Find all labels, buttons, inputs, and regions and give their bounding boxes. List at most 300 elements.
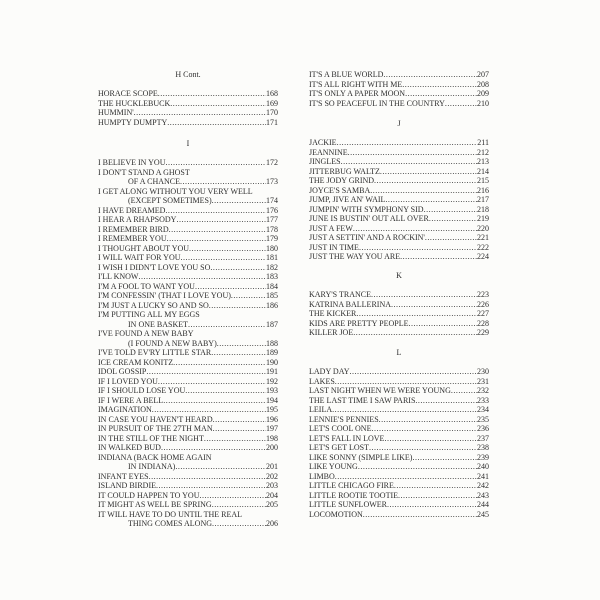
index-entry	[309, 309, 489, 319]
index-entry	[98, 491, 278, 501]
dot-leader	[185, 386, 266, 396]
index-entry-title: JUST IN TIME	[309, 242, 359, 252]
dot-leader	[429, 214, 477, 224]
index-entry-page: 208	[477, 79, 489, 89]
index-entry	[98, 424, 278, 434]
index-entry-title: IMAGINATION	[98, 405, 152, 414]
index-entry-page: 226	[477, 299, 489, 309]
index-entry-page: 177	[266, 215, 278, 224]
index-entry	[309, 80, 489, 90]
index-entry-page: 183	[266, 272, 278, 281]
index-entry-title: JUST THE WAY YOU ARE	[309, 252, 401, 261]
spacer	[309, 129, 489, 139]
spacer	[309, 281, 489, 291]
index-entry	[98, 386, 278, 396]
dot-leader	[149, 472, 266, 482]
index-entry	[309, 453, 489, 463]
dot-leader	[231, 291, 266, 301]
dot-leader	[356, 309, 477, 319]
index-entry-title: I WILL WAIT FOR YOU	[98, 253, 181, 262]
index-entry-title-cont: (EXCEPT SOMETIMES)	[128, 196, 212, 205]
dot-leader	[415, 396, 477, 406]
dot-leader	[158, 89, 266, 99]
index-entry	[98, 215, 278, 225]
index-entry-title: I GET ALONG WITHOUT YOU VERY WELL	[98, 186, 253, 196]
index-entry-title: I'VE FOUND A NEW BABY	[98, 329, 194, 338]
section-header: I	[186, 139, 190, 148]
index-entry	[98, 99, 278, 109]
index-entry	[98, 253, 278, 263]
dot-leader	[369, 443, 477, 453]
index-entry-title-cont: (I FOUND A NEW BABY)	[128, 338, 217, 348]
index-entry-title: JUST A SETTIN' AND A ROCKIN'	[309, 233, 425, 242]
dot-leader	[409, 319, 478, 329]
index-entry-title: JOYCE'S SAMBA	[309, 185, 371, 195]
index-entry-page: 222	[477, 242, 489, 252]
index-entry	[309, 443, 489, 453]
index-entry	[98, 108, 278, 118]
index-entry-page: 223	[477, 290, 489, 299]
dot-leader	[371, 290, 477, 300]
index-entry-title-cont: OF A CHANCE	[128, 177, 181, 186]
section-k	[309, 271, 489, 338]
index-entry	[309, 424, 489, 434]
index-entry-page: 194	[266, 395, 278, 405]
index-entry-title: I'M CONFESSIN' (THAT I LOVE YOU)	[98, 291, 231, 300]
index-entry-page: 185	[266, 291, 278, 300]
index-entry-page: 200	[266, 443, 278, 452]
index-entry-title: JUMPIN' WITH SYMPHONY SID	[309, 204, 424, 214]
dot-leader	[176, 215, 266, 225]
index-entry-title: KATRINA BALLERINA	[309, 299, 391, 309]
dot-leader	[402, 80, 477, 90]
index-entry-page: 169	[266, 98, 278, 108]
index-entry-continued	[98, 519, 278, 529]
dot-leader	[165, 206, 266, 216]
index-entry-title: IF I LOVED YOU	[98, 376, 158, 386]
index-entry-title: IN WALKED BUD	[98, 443, 161, 452]
index-entry-title: IT'S SO PEACEFUL IN THE COUNTRY	[309, 98, 445, 108]
index-entry-page: 236	[477, 424, 489, 433]
dot-leader	[156, 481, 266, 491]
index-entry-page: 234	[477, 405, 489, 414]
dot-leader	[374, 176, 477, 186]
index-entry-title: LIKE YOUNG	[309, 462, 358, 471]
index-entry-title: IT WILL HAVE TO DO UNTIL THE REAL	[98, 509, 243, 519]
index-entry	[98, 415, 278, 425]
index-entry-page: 171	[266, 117, 278, 127]
index-entry	[98, 234, 278, 244]
index-entry-title: LADY DAY	[309, 367, 350, 376]
index-entry	[309, 89, 489, 99]
index-entry-page: 205	[266, 500, 278, 509]
dot-leader	[138, 272, 266, 282]
index-entry-title: ISLAND BIRDIE	[98, 481, 156, 490]
index-entry-page: 187	[266, 319, 278, 329]
index-entry-title: I BELIEVE IN YOU	[98, 158, 166, 167]
index-entry-title: HUMMIN'	[98, 108, 134, 117]
dot-leader	[387, 500, 477, 510]
index-entry	[309, 377, 489, 387]
spacer	[98, 149, 278, 159]
dot-leader	[379, 415, 477, 425]
index-entry	[98, 89, 278, 99]
section-i	[98, 139, 278, 529]
index-entry	[98, 443, 278, 453]
dot-leader	[385, 195, 477, 205]
index-entry-title: I HEAR A RHAPSODY	[98, 215, 177, 224]
index-entry-page: 228	[477, 318, 489, 328]
index-entry	[309, 99, 489, 109]
dot-leader	[213, 424, 266, 434]
index-entry-title: THE KICKER	[309, 309, 357, 318]
index-entry	[98, 158, 278, 168]
dot-leader	[165, 158, 266, 168]
dot-leader	[158, 377, 266, 387]
index-entry-page: 233	[477, 395, 489, 405]
index-entry-page: 190	[266, 357, 278, 367]
index-entry-title: I'M A FOOL TO WANT YOU	[98, 281, 195, 291]
index-entry-page: 201	[266, 462, 278, 471]
dot-leader	[210, 263, 266, 273]
index-entry	[309, 233, 489, 243]
dot-leader	[384, 434, 477, 444]
index-entry-page: 176	[266, 205, 278, 215]
index-entry-title-cont: THING COMES ALONG	[128, 519, 212, 528]
index-entry-title: THE HUCKLEBUCK	[98, 98, 171, 108]
index-entry-title: IF I SHOULD LOSE YOU	[98, 386, 186, 395]
index-entry-title-cont: IN ONE BASKET	[128, 319, 188, 329]
dot-leader	[212, 196, 266, 206]
index-entry-page: 245	[477, 509, 489, 519]
index-entry-page: 217	[477, 195, 489, 204]
index-entry-page: 172	[266, 158, 278, 167]
dot-leader	[163, 396, 266, 406]
dot-leader	[167, 234, 266, 244]
index-entry-page: 240	[477, 462, 489, 471]
index-entry-page: 174	[266, 196, 278, 205]
section-header: H Cont.	[175, 70, 201, 79]
index-entry-page: 182	[266, 262, 278, 272]
dot-leader	[348, 148, 477, 158]
dot-leader	[412, 453, 477, 463]
index-entry-page: 189	[266, 348, 278, 357]
index-entry	[309, 491, 489, 501]
index-entry-page: 196	[266, 414, 278, 424]
index-entry-continued	[98, 320, 278, 330]
dot-leader	[173, 358, 266, 368]
index-entry-page: 231	[477, 376, 489, 386]
index-entry-page: 227	[477, 309, 489, 318]
index-entry	[98, 405, 278, 415]
dot-leader	[217, 339, 266, 349]
index-entry	[309, 157, 489, 167]
index-entry	[98, 282, 278, 292]
index-entry-title: LIKE SONNY (SIMPLE LIKE)	[309, 452, 413, 462]
index-entry-title: LITTLE ROOTIE TOOTIE	[309, 490, 399, 500]
index-entry-page: 235	[477, 414, 489, 424]
index-entry	[309, 290, 489, 300]
index-entry	[309, 186, 489, 196]
index-entry-page: 184	[266, 281, 278, 291]
index-entry-page: 239	[477, 452, 489, 462]
index-entry	[98, 206, 278, 216]
index-entry-title: I DON'T STAND A GHOST	[98, 167, 190, 177]
index-entry-title: INFANT EYES	[98, 471, 149, 481]
index-entry-title: I REMEMBER BIRD	[98, 224, 169, 234]
index-entry-page: 213	[477, 157, 489, 166]
index-entry	[309, 500, 489, 510]
index-entry	[98, 377, 278, 387]
dot-leader	[209, 301, 266, 311]
dot-leader	[212, 519, 266, 529]
index-entry-title: I HAVE DREAMED	[98, 205, 166, 215]
index-entry	[98, 291, 278, 301]
index-entry	[309, 148, 489, 158]
index-entry-page: 195	[266, 405, 278, 414]
index-entry-page: 219	[477, 214, 489, 223]
dot-leader	[370, 186, 477, 196]
dot-leader	[188, 320, 266, 330]
index-entry-title: LIMBO	[309, 471, 335, 481]
index-entry-title: I'VE TOLD EV'RY LITTLE STAR	[98, 348, 212, 357]
dot-leader	[350, 367, 477, 377]
index-entry	[309, 434, 489, 444]
index-entry	[98, 301, 278, 311]
section-header: L	[396, 348, 402, 357]
index-entry-page: 181	[266, 253, 278, 262]
index-entry-page: 173	[266, 177, 278, 186]
index-entry	[309, 367, 489, 377]
dot-leader	[161, 443, 266, 453]
index-entry-title: I'LL KNOW	[98, 272, 139, 281]
index-entry	[309, 205, 489, 215]
dot-leader	[380, 167, 477, 177]
dot-leader	[213, 415, 266, 425]
index-entry-page: 192	[266, 376, 278, 386]
index-entry	[98, 272, 278, 282]
dot-leader	[211, 348, 266, 358]
index-entry-title: IT'S ALL RIGHT WITH ME	[309, 79, 403, 89]
spacer	[309, 358, 489, 368]
index-entry-title: JUMP, JIVE AN' WAIL	[309, 195, 386, 204]
index-entry-page: 203	[266, 481, 278, 490]
index-entry	[309, 243, 489, 253]
index-entry-title: JUST A FEW	[309, 223, 353, 233]
dot-leader	[353, 328, 477, 338]
index-entry	[98, 500, 278, 510]
index-entry-page: 178	[266, 224, 278, 234]
index-entry	[309, 472, 489, 482]
dot-leader	[353, 224, 477, 234]
dot-leader	[181, 253, 266, 263]
index-entry-page: 241	[477, 471, 489, 481]
index-entry-title: LET'S GET LOST	[309, 443, 369, 452]
dot-leader	[335, 377, 477, 387]
dot-leader	[391, 300, 477, 310]
index-entry-page: 180	[266, 243, 278, 253]
dot-leader	[180, 177, 266, 187]
dot-leader	[152, 405, 266, 415]
index-entry-title: INDIANA (BACK HOME AGAIN	[98, 452, 212, 462]
index-entry-page: 211	[477, 138, 489, 147]
index-entry-title: I'M JUST A LUCKY SO AND SO	[98, 300, 209, 310]
dot-leader	[400, 252, 477, 262]
index-entry-page: 238	[477, 443, 489, 452]
dot-leader	[167, 118, 266, 128]
dot-leader	[359, 243, 477, 253]
index-entry-page: 202	[266, 471, 278, 481]
index-entry-title: LAST NIGHT WHEN WE WERE YOUNG	[309, 386, 451, 395]
index-entry-page: 209	[477, 89, 489, 98]
index-entry-title: LITTLE SUNFLOWER	[309, 500, 387, 509]
dot-leader	[383, 70, 477, 80]
index-entry	[309, 386, 489, 396]
dot-leader	[337, 138, 478, 148]
index-entry	[309, 396, 489, 406]
index-entry-page: 179	[266, 234, 278, 243]
index-entry	[309, 176, 489, 186]
index-entry-continued	[98, 196, 278, 206]
dot-leader	[363, 510, 477, 520]
index-entry-title: I'M PUTTING ALL MY EGGS	[98, 310, 200, 319]
index-entry	[309, 319, 489, 329]
index-entry	[309, 405, 489, 415]
index-entry-title: IT COULD HAPPEN TO YOU	[98, 490, 200, 500]
dot-leader	[200, 491, 267, 501]
index-entry-page: 193	[266, 386, 278, 395]
index-entry-title: JACKIE	[309, 138, 337, 147]
index-entry	[98, 225, 278, 235]
index-entry	[98, 358, 278, 368]
index-entry	[98, 244, 278, 254]
index-entry-title: LET'S COOL ONE	[309, 424, 372, 433]
index-entry-title: I REMEMBER YOU	[98, 234, 167, 243]
index-entry	[98, 263, 278, 273]
index-entry	[309, 481, 489, 491]
index-entry	[98, 481, 278, 491]
index-entry-page: 210	[477, 98, 489, 108]
section-i-cont	[309, 70, 489, 108]
index-entry	[98, 348, 278, 358]
index-entry-title: IT'S ONLY A PAPER MOON	[309, 89, 406, 98]
index-entry	[309, 328, 489, 338]
dot-leader	[146, 367, 266, 377]
dot-leader	[332, 405, 477, 415]
index-entry	[98, 367, 278, 377]
index-entry-title: IN THE STILL OF THE NIGHT	[98, 433, 204, 443]
section-header: K	[396, 271, 402, 280]
index-entry-title: THE JODY GRIND	[309, 176, 375, 185]
index-entry-continued	[98, 462, 278, 472]
index-entry-title: LITTLE CHICAGO FIRE	[309, 481, 394, 490]
index-entry-title: ICE CREAM KONITZ	[98, 357, 174, 367]
dot-leader	[398, 491, 477, 501]
index-entry-title: IT MIGHT AS WELL BE SPRING	[98, 500, 212, 509]
dot-leader	[189, 244, 266, 254]
index-entry	[309, 462, 489, 472]
index-entry-title: JITTERBUG WALTZ	[309, 166, 380, 176]
dot-leader	[134, 108, 266, 118]
index-entry	[309, 415, 489, 425]
dot-leader	[424, 205, 477, 215]
index-entry-page: 168	[266, 89, 278, 98]
index-entry-title: KILLER JOE	[309, 328, 354, 337]
index-entry	[309, 300, 489, 310]
dot-leader	[341, 157, 477, 167]
index-entry-page: 191	[266, 367, 278, 376]
index-entry-page: 232	[477, 386, 489, 395]
index-entry-title: JUNE IS BUSTIN' OUT ALL OVER	[309, 214, 429, 223]
index-entry-page: 206	[266, 519, 278, 528]
index-entry	[309, 138, 489, 148]
dot-leader	[394, 481, 477, 491]
index-entry-page: 186	[266, 300, 278, 310]
index-entry-title: IN CASE YOU HAVEN'T HEARD	[98, 414, 213, 424]
index-entry-title: LEILA	[309, 405, 333, 414]
dot-leader	[358, 462, 477, 472]
spacer	[98, 80, 278, 90]
section-l	[309, 348, 489, 519]
index-entry-continued	[98, 339, 278, 349]
section-h-cont	[98, 70, 278, 127]
index-entry-title-cont: IN INDIANA)	[128, 462, 176, 471]
index-entry-page: 188	[266, 338, 278, 348]
index-entry-page: 220	[477, 223, 489, 233]
index-entry-title: IF I WERE A BELL	[98, 395, 164, 405]
index-entry-page: 218	[477, 204, 489, 214]
index-entry-page: 230	[477, 367, 489, 376]
dot-leader	[169, 225, 266, 235]
index-entry-page: 214	[477, 166, 489, 176]
index-entry-title: I WISH I DIDN'T LOVE YOU SO	[98, 262, 211, 272]
dot-leader	[445, 99, 477, 109]
index-entry	[98, 118, 278, 128]
index-entry-title: KARY'S TRANCE	[309, 290, 371, 299]
index-entry-title: LENNIE'S PENNIES	[309, 414, 379, 424]
index-entry	[98, 434, 278, 444]
section-header: J	[397, 119, 401, 128]
index-entry-title: JEANNINE	[309, 147, 348, 157]
index-entry-title: IT'S A BLUE WORLD	[309, 70, 384, 79]
index-entry	[309, 224, 489, 234]
dot-leader	[204, 434, 266, 444]
index-entry-title: IN PURSUIT OF THE 27TH MAN	[98, 424, 213, 433]
index-entry-page: 244	[477, 500, 489, 509]
dot-leader	[405, 89, 477, 99]
index-entry-page: 229	[477, 328, 489, 337]
index-entry-title: I THOUGHT ABOUT YOU	[98, 243, 190, 253]
index-entry-title: HORACE SCOPE	[98, 89, 158, 98]
index-entry-title: THE LAST TIME I SAW PARIS	[309, 395, 416, 405]
index-entry-continued	[98, 177, 278, 187]
index-entry-title: LET'S FALL IN LOVE	[309, 433, 385, 443]
index-entry-page: 204	[266, 490, 278, 500]
dot-leader	[175, 462, 266, 472]
dot-leader	[212, 500, 266, 510]
index-entry-page: 242	[477, 481, 489, 490]
index-entry	[309, 214, 489, 224]
index-entry-page: 198	[266, 433, 278, 443]
section-j	[309, 119, 489, 262]
index-entry-title: HUMPTY DUMPTY	[98, 117, 168, 127]
index-entry	[309, 70, 489, 80]
index-entry-page: 221	[477, 233, 489, 242]
index-entry	[309, 510, 489, 520]
index-entry-title: KIDS ARE PRETTY PEOPLE	[309, 318, 409, 328]
dot-leader	[371, 424, 477, 434]
index-entry-page: 212	[477, 147, 489, 157]
